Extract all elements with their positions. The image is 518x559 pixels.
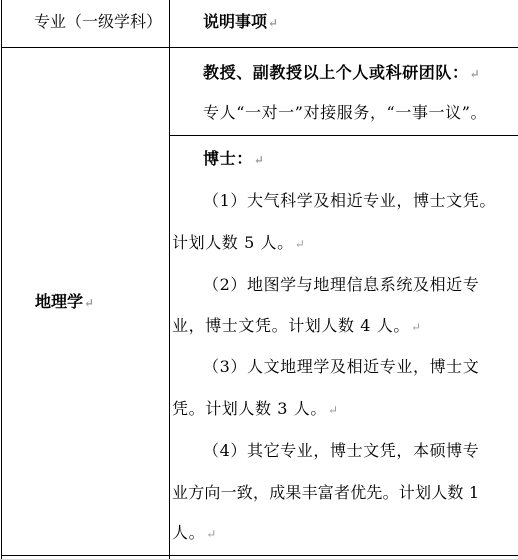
return-mark: ↵ (84, 296, 95, 310)
doctor-line-5 (203, 357, 479, 377)
professor-text (203, 103, 487, 123)
return-mark: ↵ (206, 527, 217, 541)
subject-cell (35, 292, 94, 313)
header-row-divider (1, 47, 518, 48)
section-divider (169, 135, 518, 136)
return-mark: ↵ (253, 153, 265, 167)
doctor-line-8 (172, 483, 479, 503)
doctor-line-7 (203, 441, 479, 461)
doctor-line-1 (203, 191, 496, 211)
doctor-line-text: 人。 (172, 523, 206, 542)
subject-label: 地理学 (35, 292, 84, 311)
table-border-left (1, 0, 2, 559)
doctor-title-text: 博士： (203, 149, 253, 168)
header-major (34, 12, 162, 32)
doctor-line-text: （2）地图学与地理信息系统及相近专 (203, 275, 480, 294)
professor-title (203, 63, 480, 84)
professor-text-value: 专人“一对一”对接服务，“一事一议”。 (203, 103, 488, 122)
header-major-label: 专业（一级学科） (34, 12, 163, 31)
doctor-line-text: （4）其它专业，博士文凭，本硕博专 (203, 441, 480, 460)
doctor-line-4 (172, 316, 422, 337)
return-mark: ↵ (327, 403, 339, 417)
return-mark: ↵ (268, 16, 279, 30)
column-divider (169, 0, 170, 559)
return-mark: ↵ (294, 237, 306, 251)
header-notes (203, 12, 278, 33)
doctor-line-text: 业，博士文凭。计划人数 4 人。 (172, 316, 410, 335)
return-mark: ↵ (410, 320, 422, 334)
doctor-line-text: 业方向一致，成果丰富者优先。计划人数 1 (172, 483, 480, 502)
doctor-line-text: （1）大气科学及相近专业，博士文凭。 (203, 191, 496, 210)
doctor-title (203, 149, 264, 170)
doctor-line-2 (172, 233, 305, 254)
header-notes-label: 说明事项 (203, 12, 268, 31)
return-mark: ↵ (469, 67, 481, 81)
doctor-line-6 (172, 399, 339, 420)
professor-title-text: 教授、副教授以上个人或科研团队： (203, 63, 469, 82)
doctor-line-text: （3）人文地理学及相近专业，博士文 (203, 357, 480, 376)
doctor-line-3 (203, 275, 479, 295)
doctor-line-text: 计划人数 5 人。 (172, 233, 294, 252)
table-border-bottom (1, 555, 518, 556)
doctor-line-9 (172, 523, 217, 544)
doctor-line-text: 凭。计划人数 3 人。 (172, 399, 327, 418)
